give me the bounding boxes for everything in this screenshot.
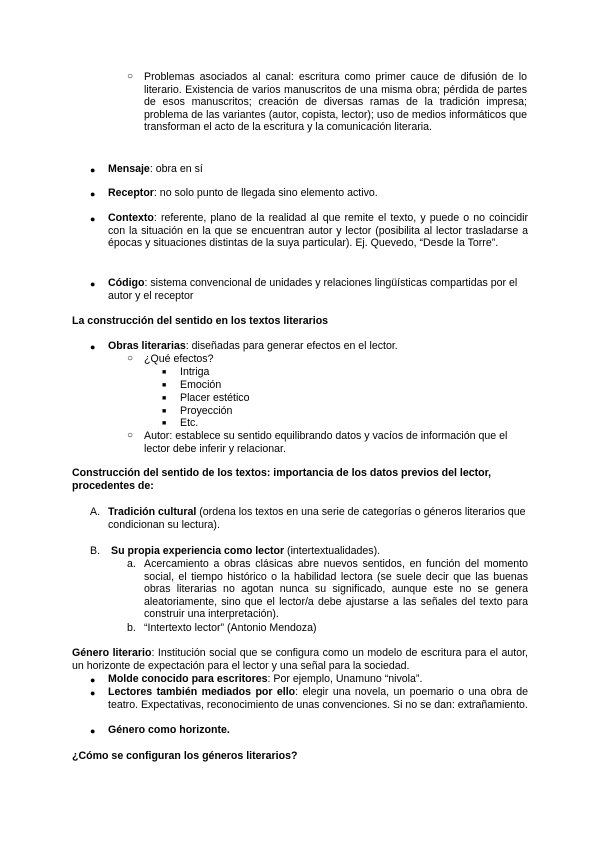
efecto-item: Etc. <box>180 417 199 429</box>
section-heading: La construcción del sentido en los textos literarios <box>72 315 329 327</box>
list-marker: b. <box>127 622 136 634</box>
bullet-icon: ● <box>90 688 96 698</box>
efectos-label: ¿Qué efectos? <box>144 353 214 365</box>
efecto-item: Intriga <box>180 366 210 378</box>
bullet-icon: ● <box>90 165 96 175</box>
genero-term: Género literario <box>72 647 152 659</box>
receptor-term: Receptor <box>108 187 154 199</box>
circle-bullet-icon: ○ <box>127 71 134 82</box>
mensaje-item <box>108 163 528 176</box>
circle-bullet-icon: ○ <box>127 430 134 441</box>
section-heading: Construcción del sentido de los textos: importancia de los datos previos del lector, procedentes de: <box>72 467 492 492</box>
section-heading: ¿Cómo se configuran los géneros literarios? <box>72 750 298 762</box>
efecto-item: Placer estético <box>180 392 250 404</box>
lectores-text: : elegir una novela, un poemario o una obra de teatro. Expectativas, reconocimiento de unas convenciones. Si no se dan: extrañamiento. <box>108 686 528 711</box>
horizonte-item <box>108 724 528 737</box>
list-marker: A. <box>90 506 101 518</box>
codigo-item <box>108 277 528 302</box>
lectores-item <box>108 686 528 711</box>
square-bullet-icon: ■ <box>162 395 167 402</box>
autor-item: Autor: establece su sentido equilibrando datos y vacíos de información que el lector debe inferir y relacionar. <box>144 430 508 455</box>
lectores-term: Lectores también mediados por ello <box>108 686 296 698</box>
tradicion-text: (ordena los textos en una serie de categorías o géneros literarios que condicionan su lectura). <box>108 506 526 531</box>
tradicion-term: Tradición cultural <box>108 506 197 518</box>
contexto-text: : referente, plano de la realidad al que remite el texto, y puede o no coincidir con la situación en la que se encuentran autor y lector (posibilita al lector trasladarse a épocas y situaciones distintas de la suya particular). Ej. Quevedo, “Desde la Torre”. <box>108 212 528 250</box>
contexto-item <box>108 212 528 250</box>
bullet-icon: ● <box>90 675 96 685</box>
square-bullet-icon: ■ <box>162 369 167 376</box>
square-bullet-icon: ■ <box>162 420 167 427</box>
bullet-icon: ● <box>90 726 96 736</box>
bullet-icon: ● <box>90 279 96 289</box>
bullet-icon: ● <box>90 342 96 352</box>
molde-item <box>108 673 528 686</box>
codigo-term: Código <box>108 277 145 289</box>
mensaje-text: : obra en sí <box>149 163 203 175</box>
mensaje-term: Mensaje <box>108 163 150 175</box>
square-bullet-icon: ■ <box>162 382 167 389</box>
efecto-item: Proyección <box>180 405 233 417</box>
obras-text: : diseñadas para generar efectos en el lector. <box>185 340 398 352</box>
receptor-text: : no solo punto de llegada sino elemento activo. <box>153 187 378 199</box>
obras-term: Obras literarias <box>108 340 186 352</box>
list-marker: a. <box>127 558 136 570</box>
receptor-item <box>108 187 528 200</box>
intertexto-item: “Intertexto lector” (Antonio Mendoza) <box>144 622 317 634</box>
list-marker: B. <box>90 545 101 557</box>
efecto-item: Emoción <box>180 379 222 391</box>
experiencia-term: Su propia experiencia como lector <box>111 545 285 557</box>
codigo-text: : sistema convencional de unidades y relaciones lingüísticas compartidas por el autor y el receptor <box>108 277 518 302</box>
bullet-icon: ● <box>90 189 96 199</box>
molde-term: Molde conocido para escritores <box>108 673 268 685</box>
molde-text: : Por ejemplo, Unamuno “nivola”. <box>267 673 423 685</box>
genero-text: : Institución social que se configura como un modelo de escritura para el autor, un horizonte de expectación para el lector y una señal para la sociedad. <box>72 647 528 672</box>
experiencia-item <box>111 545 528 558</box>
experiencia-text: (intertextualidades). <box>284 545 381 557</box>
bullet-icon: ● <box>90 214 96 224</box>
tradicion-item <box>108 506 528 531</box>
square-bullet-icon: ■ <box>162 408 167 415</box>
contexto-term: Contexto <box>108 212 154 224</box>
acercamiento-item: Acercamiento a obras clásicas abre nuevos sentidos, en función del momento social, el tiempo histórico o la habilidad lectora (se suele decir que las buenas obras literarias no agotan nunca su significado, aunque este no se genera aleatoriamente, sino que el lector/a debe ajustarse a las señales del texto para construir una interpretación). <box>144 558 528 621</box>
circle-bullet-icon: ○ <box>127 353 134 364</box>
obras-item <box>108 340 528 353</box>
canal-item: Problemas asociados al canal: escritura como primer cauce de difusión de lo literario. Existencia de varios manuscritos de una misma obra; pérdida de partes de esos manuscritos; creación de diversas ramas de la tradición impresa; problema de las variantes (autor, copista, lector); uso de medios informáticos que transforman el acto de la escritura y la comunicación literaria. <box>144 71 527 134</box>
genero-paragraph <box>72 647 528 672</box>
horizonte-term: Género como horizonte. <box>108 724 230 736</box>
